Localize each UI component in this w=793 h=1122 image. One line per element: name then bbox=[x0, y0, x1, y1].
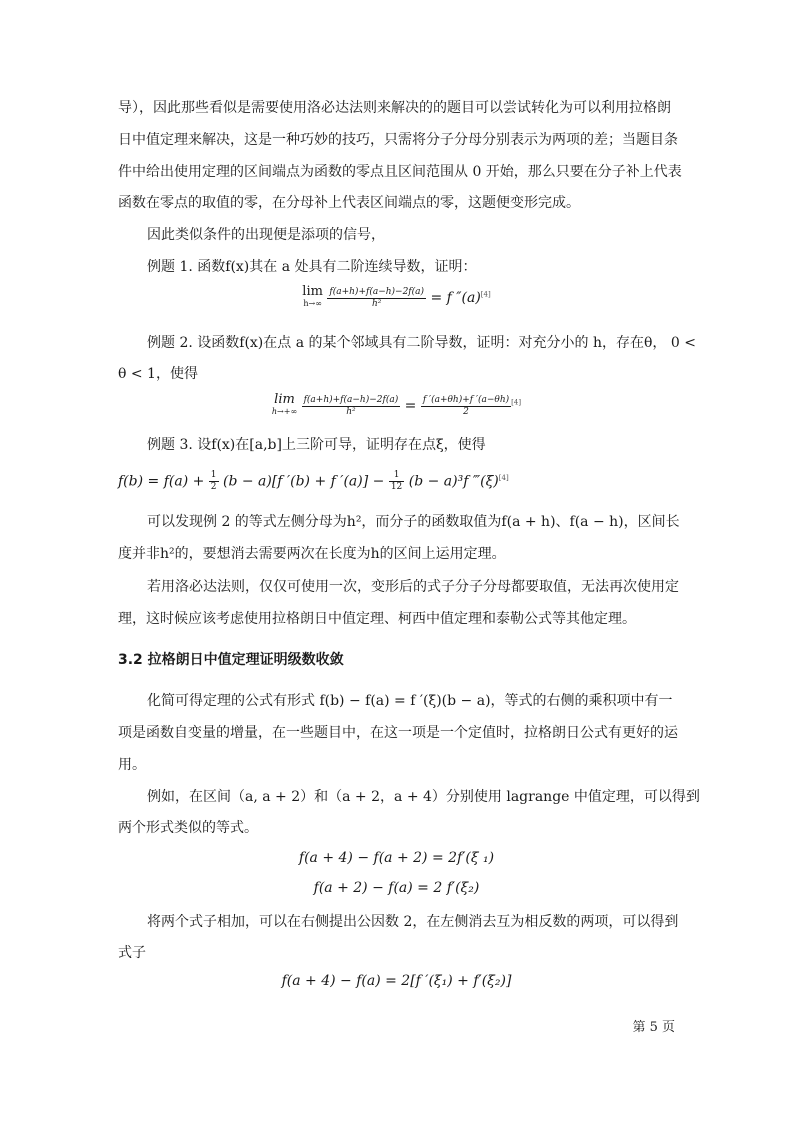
para6-line2: 两个形式类似的等式。 bbox=[118, 820, 258, 836]
example3-text: 例题 3. 设f(x)在[a,b]上三阶可导，证明存在点ξ，使得 bbox=[147, 437, 486, 453]
para1-line3: 件中给出使用定理的区间端点为函数的零点且区间范围从 0 开始，那么只要在分子补上代表 bbox=[118, 164, 682, 180]
example1-text: 例题 1. 函数f(x)其在 a 处具有二阶连续导数，证明： bbox=[147, 259, 477, 275]
limit-operator: lim h→+∞ bbox=[271, 392, 298, 416]
para1-line1: 导），因此那些看似是需要使用洛必达法则来解决的的题目可以尝试转化为可以利用拉格朗 bbox=[118, 100, 671, 116]
para2: 因此类似条件的出现便是添项的信号， bbox=[147, 227, 385, 243]
fraction: $\frac{f(a+h)+f(a-h)-2f(a)}{\text{h²}}$ bbox=[329, 286, 425, 309]
example1-formula: lim h→∞ $\frac{f(a+h)+f(a-h)-2f(a)}{\text{h²}}$ = f ″(a)[4] bbox=[302, 284, 491, 309]
para1-line2: 日中值定理来解决，这是一种巧妙的技巧，只需将分子分母分别表示为两项的差；当题目条 bbox=[118, 132, 678, 148]
section-heading: 3.2 拉格朗日中值定理证明级数收敛 bbox=[118, 652, 344, 668]
equation-1: f(a + 4) − f(a + 2) = 2f′(ξ ₁) bbox=[298, 850, 495, 866]
fraction-left: $\frac{f(a+h)+f(a-h)-2f(a)}{\text{h²}}$ bbox=[303, 394, 399, 417]
para6-line1: 例如，在区间（a, a + 2）和（a + 2，a + 4）分别使用 lagrange 中值定理，可以得到 bbox=[147, 789, 700, 805]
para3-line1: 可以发现例 2 的等式左侧分母为h²，而分子的函数取值为f(a + h)、f(a − h)，区间长 bbox=[147, 514, 680, 530]
citation-ref: [4] bbox=[498, 474, 509, 482]
citation-ref: [4] bbox=[511, 398, 522, 407]
equation-2: f(a + 2) − f(a) = 2 f′(ξ₂) bbox=[313, 880, 480, 896]
example2-line1: 例题 2. 设函数f(x)在点 a 的某个邻域具有二阶导数，证明：对充分小的 h，存在θ， 0 < bbox=[147, 335, 696, 351]
equation-3: f(a + 4) − f(a) = 2[f ′(ξ₁) + f′(ξ₂)] bbox=[281, 973, 512, 989]
para1-line4: 函数在零点的取值的零，在分母补上代表区间端点的零，这题便变形完成。 bbox=[118, 195, 580, 211]
para7-line2: 式子 bbox=[118, 945, 146, 961]
para5-line2: 项是函数自变量的增量，在一些题目中，在这一项是一个定值时，拉格朗日公式有更好的运 bbox=[118, 725, 678, 741]
para3-line2: 度并非h²的，要想消去需要两次在长度为h的区间上运用定理。 bbox=[118, 546, 506, 562]
page-number: 第 5 页 bbox=[632, 1020, 675, 1035]
example2-line2: θ < 1，使得 bbox=[118, 366, 198, 382]
para7-line1: 将两个式子相加，可以在右侧提出公因数 2，在左侧消去互为相反数的两项，可以得到 bbox=[147, 914, 679, 930]
citation-ref: [4] bbox=[480, 290, 491, 299]
example2-formula: lim h→+∞ $\frac{f(a+h)+f(a-h)-2f(a)}{\text{h²}}$ = $\frac{f '(a+\theta h)+f '(a-\theta h)}{2}$ [4] bbox=[271, 392, 522, 417]
para4-line1: 若用洛必达法则，仅仅可使用一次，变形后的式子分子分母都要取值，无法再次使用定 bbox=[147, 579, 679, 595]
limit-operator: lim h→∞ bbox=[302, 284, 323, 308]
para5-line3: 用。 bbox=[118, 757, 146, 773]
para4-line2: 理，这时候应该考虑使用拉格朗日中值定理、柯西中值定理和泰勒公式等其他定理。 bbox=[118, 611, 636, 627]
example3-formula: f(b) = f(a) + $\frac{1}{2}$ (b − a)[f ′(b) + f ′(a)] − $\frac{1}{12}$ (b − a)³f ‴(ξ)[4] bbox=[118, 470, 509, 493]
para5-line1: 化简可得定理的公式有形式 f(b) − f(a) = f ′(ξ)(b − a)，等式的右侧的乘积项中有一 bbox=[147, 693, 673, 709]
fraction-right: $\frac{f '(a+\theta h)+f '(a-\theta h)}{2}$ bbox=[422, 394, 510, 417]
